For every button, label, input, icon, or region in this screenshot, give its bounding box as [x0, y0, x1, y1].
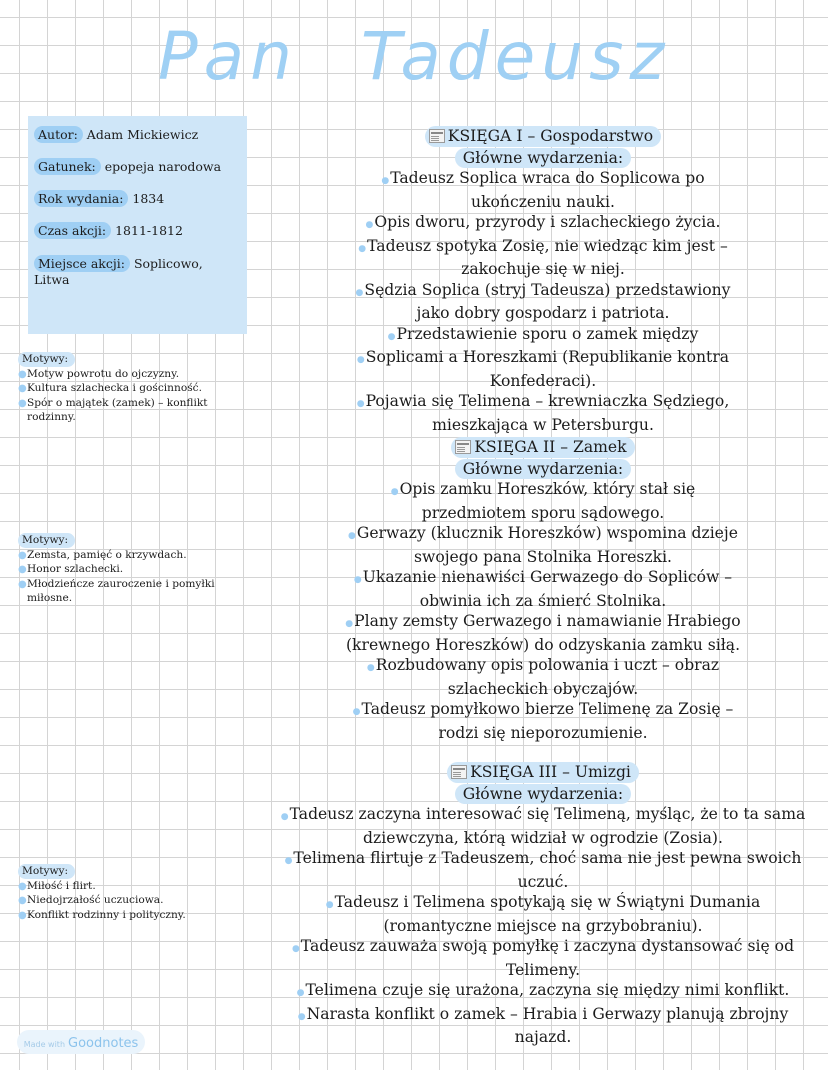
bullet-dot-icon: ●	[366, 663, 375, 673]
bullet-line	[258, 828, 828, 849]
info-place	[34, 256, 239, 288]
bullet-line	[258, 192, 828, 213]
bullet-dot-icon: ●	[18, 909, 27, 921]
bullet-line	[258, 391, 828, 415]
bullet-line	[258, 960, 828, 981]
bullet-line	[258, 635, 828, 656]
bullet-text: Opis dworu, przyrody i szlacheckiego życia.	[374, 213, 721, 231]
bullet-text: Plany zemsty Gerwazego i namawianie Hrabiego	[354, 612, 741, 630]
bullet-text: przedmiotem sporu sądowego.	[421, 503, 665, 522]
section-heading: KSIĘGA I – Gospodarstwo	[425, 126, 661, 147]
section-ksiega-3	[258, 762, 828, 1048]
bullet-dot-icon: ●	[284, 856, 293, 866]
bullet-line	[258, 479, 828, 503]
bullet-dot-icon: ●	[387, 331, 396, 342]
motywy-title: Motywy:	[18, 352, 75, 367]
goodnotes-watermark	[17, 1030, 145, 1054]
bullet-text: uczuć.	[517, 872, 569, 891]
info-year	[34, 191, 239, 207]
section-subheading: Główne wydarzenia:	[455, 784, 631, 805]
bullet-text: Telimena flirtuje z Tadeuszem, choć sama nie jest pewna swoich	[293, 849, 802, 867]
bullet-dot-icon: ●	[280, 812, 289, 822]
bullet-line	[258, 303, 828, 324]
bullet-line	[258, 591, 828, 612]
bullet-text: (krewnego Horeszków) do odzyskania zamku siłą.	[345, 635, 741, 654]
bullet-dot-icon: ●	[353, 575, 362, 585]
motywy-item: ● Zemsta, pamięć o krzywdach.	[18, 548, 256, 563]
bullet-dot-icon: ●	[297, 1011, 306, 1022]
motywy-title: Motywy:	[18, 533, 75, 548]
motywy-item: ● Niedojrzałość uczuciowa.	[18, 893, 256, 908]
bullet-dot-icon: ●	[18, 549, 27, 561]
bullet-dot-icon: ●	[358, 243, 367, 254]
bullet-line	[258, 699, 828, 723]
bullet-text: Konfederaci).	[489, 371, 597, 390]
motywy-block-1	[18, 352, 256, 425]
bullet-line	[258, 236, 828, 260]
bullet-line	[258, 916, 828, 937]
bullet-dot-icon: ●	[345, 619, 354, 629]
info-genre-value: epopeja narodowa	[100, 159, 222, 174]
info-year-value: 1834	[128, 191, 165, 206]
newspaper-icon	[429, 129, 445, 143]
bullet-text: Narasta konflikt o zamek – Hrabia i Gerwazy planują zbrojny	[306, 1004, 789, 1023]
bullet-dot-icon: ●	[18, 895, 27, 907]
bullet-line	[258, 503, 828, 524]
bullet-dot-icon: ●	[381, 176, 390, 186]
info-box	[28, 116, 247, 334]
motywy-item: ● Młodzieńcze zauroczenie i pomyłki miłosne.	[18, 577, 215, 605]
bullet-text: Tadeusz spotyka Zosię, nie wiedząc kim jest –	[367, 236, 728, 255]
bullet-line	[258, 804, 828, 828]
bullet-line	[258, 259, 828, 280]
info-time	[34, 223, 239, 239]
watermark-made-with: Made with	[23, 1040, 66, 1049]
motywy-item: ● Motyw powrotu do ojczyzny.	[18, 367, 256, 382]
bullet-dot-icon: ●	[18, 578, 27, 590]
bullet-dot-icon: ●	[18, 880, 27, 892]
section-ksiega-2	[258, 437, 828, 743]
bullet-dot-icon: ●	[18, 397, 27, 409]
bullet-line	[258, 936, 828, 960]
bullet-line	[258, 212, 828, 236]
section-heading: KSIĘGA II – Zamek	[451, 437, 634, 458]
bullet-dot-icon: ●	[325, 900, 334, 910]
bullet-text: rodzi się nieporozumienie.	[438, 723, 648, 742]
bullet-text: jako dobry gospodarz i patriota.	[416, 304, 670, 322]
motywy-item: ● Honor szlachecki.	[18, 562, 256, 577]
bullet-line	[258, 523, 828, 547]
bullet-text: szlacheckich obyczajów.	[447, 679, 639, 698]
bullet-text: ukończeniu nauki.	[471, 192, 615, 211]
bullet-text: Opis zamku Horeszków, który stał się	[399, 480, 696, 498]
bullet-text: Tadeusz Soplica wraca do Soplicowa po	[390, 169, 705, 187]
info-place-label: Miejsce akcji:	[34, 255, 130, 272]
bullet-line	[258, 848, 828, 872]
motywy-item: ● Konflikt rodzinny i polityczny.	[18, 908, 256, 923]
info-year-label: Rok wydania:	[34, 190, 128, 207]
section-ksiega-1	[258, 126, 828, 435]
bullet-dot-icon: ●	[296, 988, 305, 998]
bullet-dot-icon: ●	[352, 707, 361, 717]
bullet-text: Sędzia Soplica (stryj Tadeusza) przedstawiony	[364, 280, 731, 299]
bullet-line	[258, 547, 828, 568]
motywy-block-2	[18, 533, 256, 606]
bullet-line	[258, 679, 828, 700]
bullet-text: Tadeusz i Telimena spotykają się w Świątyni Dumania	[334, 893, 761, 911]
bullet-list	[258, 479, 828, 743]
info-genre	[34, 159, 239, 175]
bullet-dot-icon: ●	[18, 383, 27, 395]
bullet-dot-icon: ●	[348, 531, 356, 541]
bullet-line	[258, 324, 828, 348]
bullet-line	[258, 872, 828, 893]
bullet-line	[258, 567, 828, 591]
info-author-value: Adam Mickiewicz	[82, 127, 199, 142]
newspaper-icon	[451, 765, 467, 779]
bullet-line	[258, 280, 828, 304]
bullet-dot-icon: ●	[291, 944, 300, 954]
bullet-list	[258, 168, 828, 435]
bullet-dot-icon: ●	[365, 220, 374, 230]
bullet-text: Tadeusz pomyłkowo bierze Telimenę za Zosię –	[361, 700, 734, 718]
section-subheading: Główne wydarzenia:	[455, 148, 631, 169]
bullet-text: mieszkająca w Petersburgu.	[432, 415, 654, 434]
bullet-line	[258, 892, 828, 916]
bullet-line	[258, 347, 828, 371]
bullet-text: obwinia ich za śmierć Stolnika.	[419, 591, 667, 610]
page-title: Pan Tadeusz	[157, 18, 671, 95]
bullet-dot-icon: ●	[356, 355, 365, 365]
info-genre-label: Gatunek:	[34, 158, 101, 175]
bullet-text: Pojawia się Telimena – krewniaczka Sędziego,	[365, 392, 730, 410]
bullet-text: najazd.	[514, 1028, 572, 1046]
bullet-dot-icon: ●	[18, 368, 27, 380]
section-heading: KSIĘGA III – Umizgi	[447, 762, 639, 783]
bullet-text: Rozbudowany opis polowania i uczt – obraz	[375, 656, 720, 674]
bullet-text: swojego pana Stolnika Horeszki.	[413, 547, 673, 566]
bullet-text: Tadeusz zauważa swoją pomyłkę i zaczyna dystansować się od	[300, 937, 795, 955]
info-author	[34, 127, 239, 143]
section-subheading: Główne wydarzenia:	[455, 459, 631, 480]
bullet-line	[258, 1027, 828, 1048]
bullet-line	[258, 723, 828, 744]
bullet-line	[258, 371, 828, 392]
motywy-item: ● Miłość i flirt.	[18, 879, 256, 894]
bullet-text: Tadeusz zaczyna interesować się Telimeną, myśląc, że to ta sama	[289, 805, 806, 823]
bullet-line	[258, 611, 828, 635]
bullet-dot-icon: ●	[390, 487, 399, 497]
bullet-line	[258, 655, 828, 679]
bullet-dot-icon: ●	[355, 287, 364, 298]
watermark-brand: Goodnotes	[68, 1036, 139, 1051]
bullet-text: Soplicami a Horeszkami (Republikanie kontra	[365, 348, 730, 366]
newspaper-icon	[455, 440, 471, 454]
bullet-line	[258, 1004, 828, 1028]
bullet-text: Przedstawienie sporu o zamek między	[396, 324, 699, 343]
bullet-dot-icon: ●	[18, 564, 27, 576]
bullet-text: Telimeny.	[505, 960, 581, 979]
bullet-text: (romantyczne miejsce na grzybobraniu).	[383, 916, 703, 935]
bullet-line	[258, 168, 828, 192]
motywy-item: ● Spór o majątek (zamek) – konflikt rodzinny.	[18, 396, 208, 424]
bullet-line	[258, 980, 828, 1004]
bullet-line	[258, 415, 828, 436]
bullet-text: Ukazanie nienawiści Gerwazego do Sopliców –	[362, 568, 733, 586]
info-time-label: Czas akcji:	[34, 222, 111, 239]
bullet-text: zakochuje się w niej.	[461, 260, 625, 278]
motywy-item: ● Kultura szlachecka i gościnność.	[18, 381, 256, 396]
bullet-list	[258, 804, 828, 1048]
motywy-title: Motywy:	[18, 864, 75, 879]
bullet-text: dziewczyna, którą widział w ogrodzie (Zosia).	[363, 828, 723, 847]
motywy-block-3	[18, 864, 256, 922]
bullet-text: Gerwazy (klucznik Horeszków) wspomina dzieje	[356, 524, 738, 542]
info-author-label: Autor:	[34, 126, 83, 143]
info-place-value: Soplicowo, Litwa	[34, 256, 203, 287]
bullet-dot-icon: ●	[356, 399, 365, 409]
bullet-text: Telimena czuje się urażona, zaczyna się między nimi konflikt.	[305, 981, 790, 999]
info-time-value: 1811-1812	[111, 223, 183, 238]
